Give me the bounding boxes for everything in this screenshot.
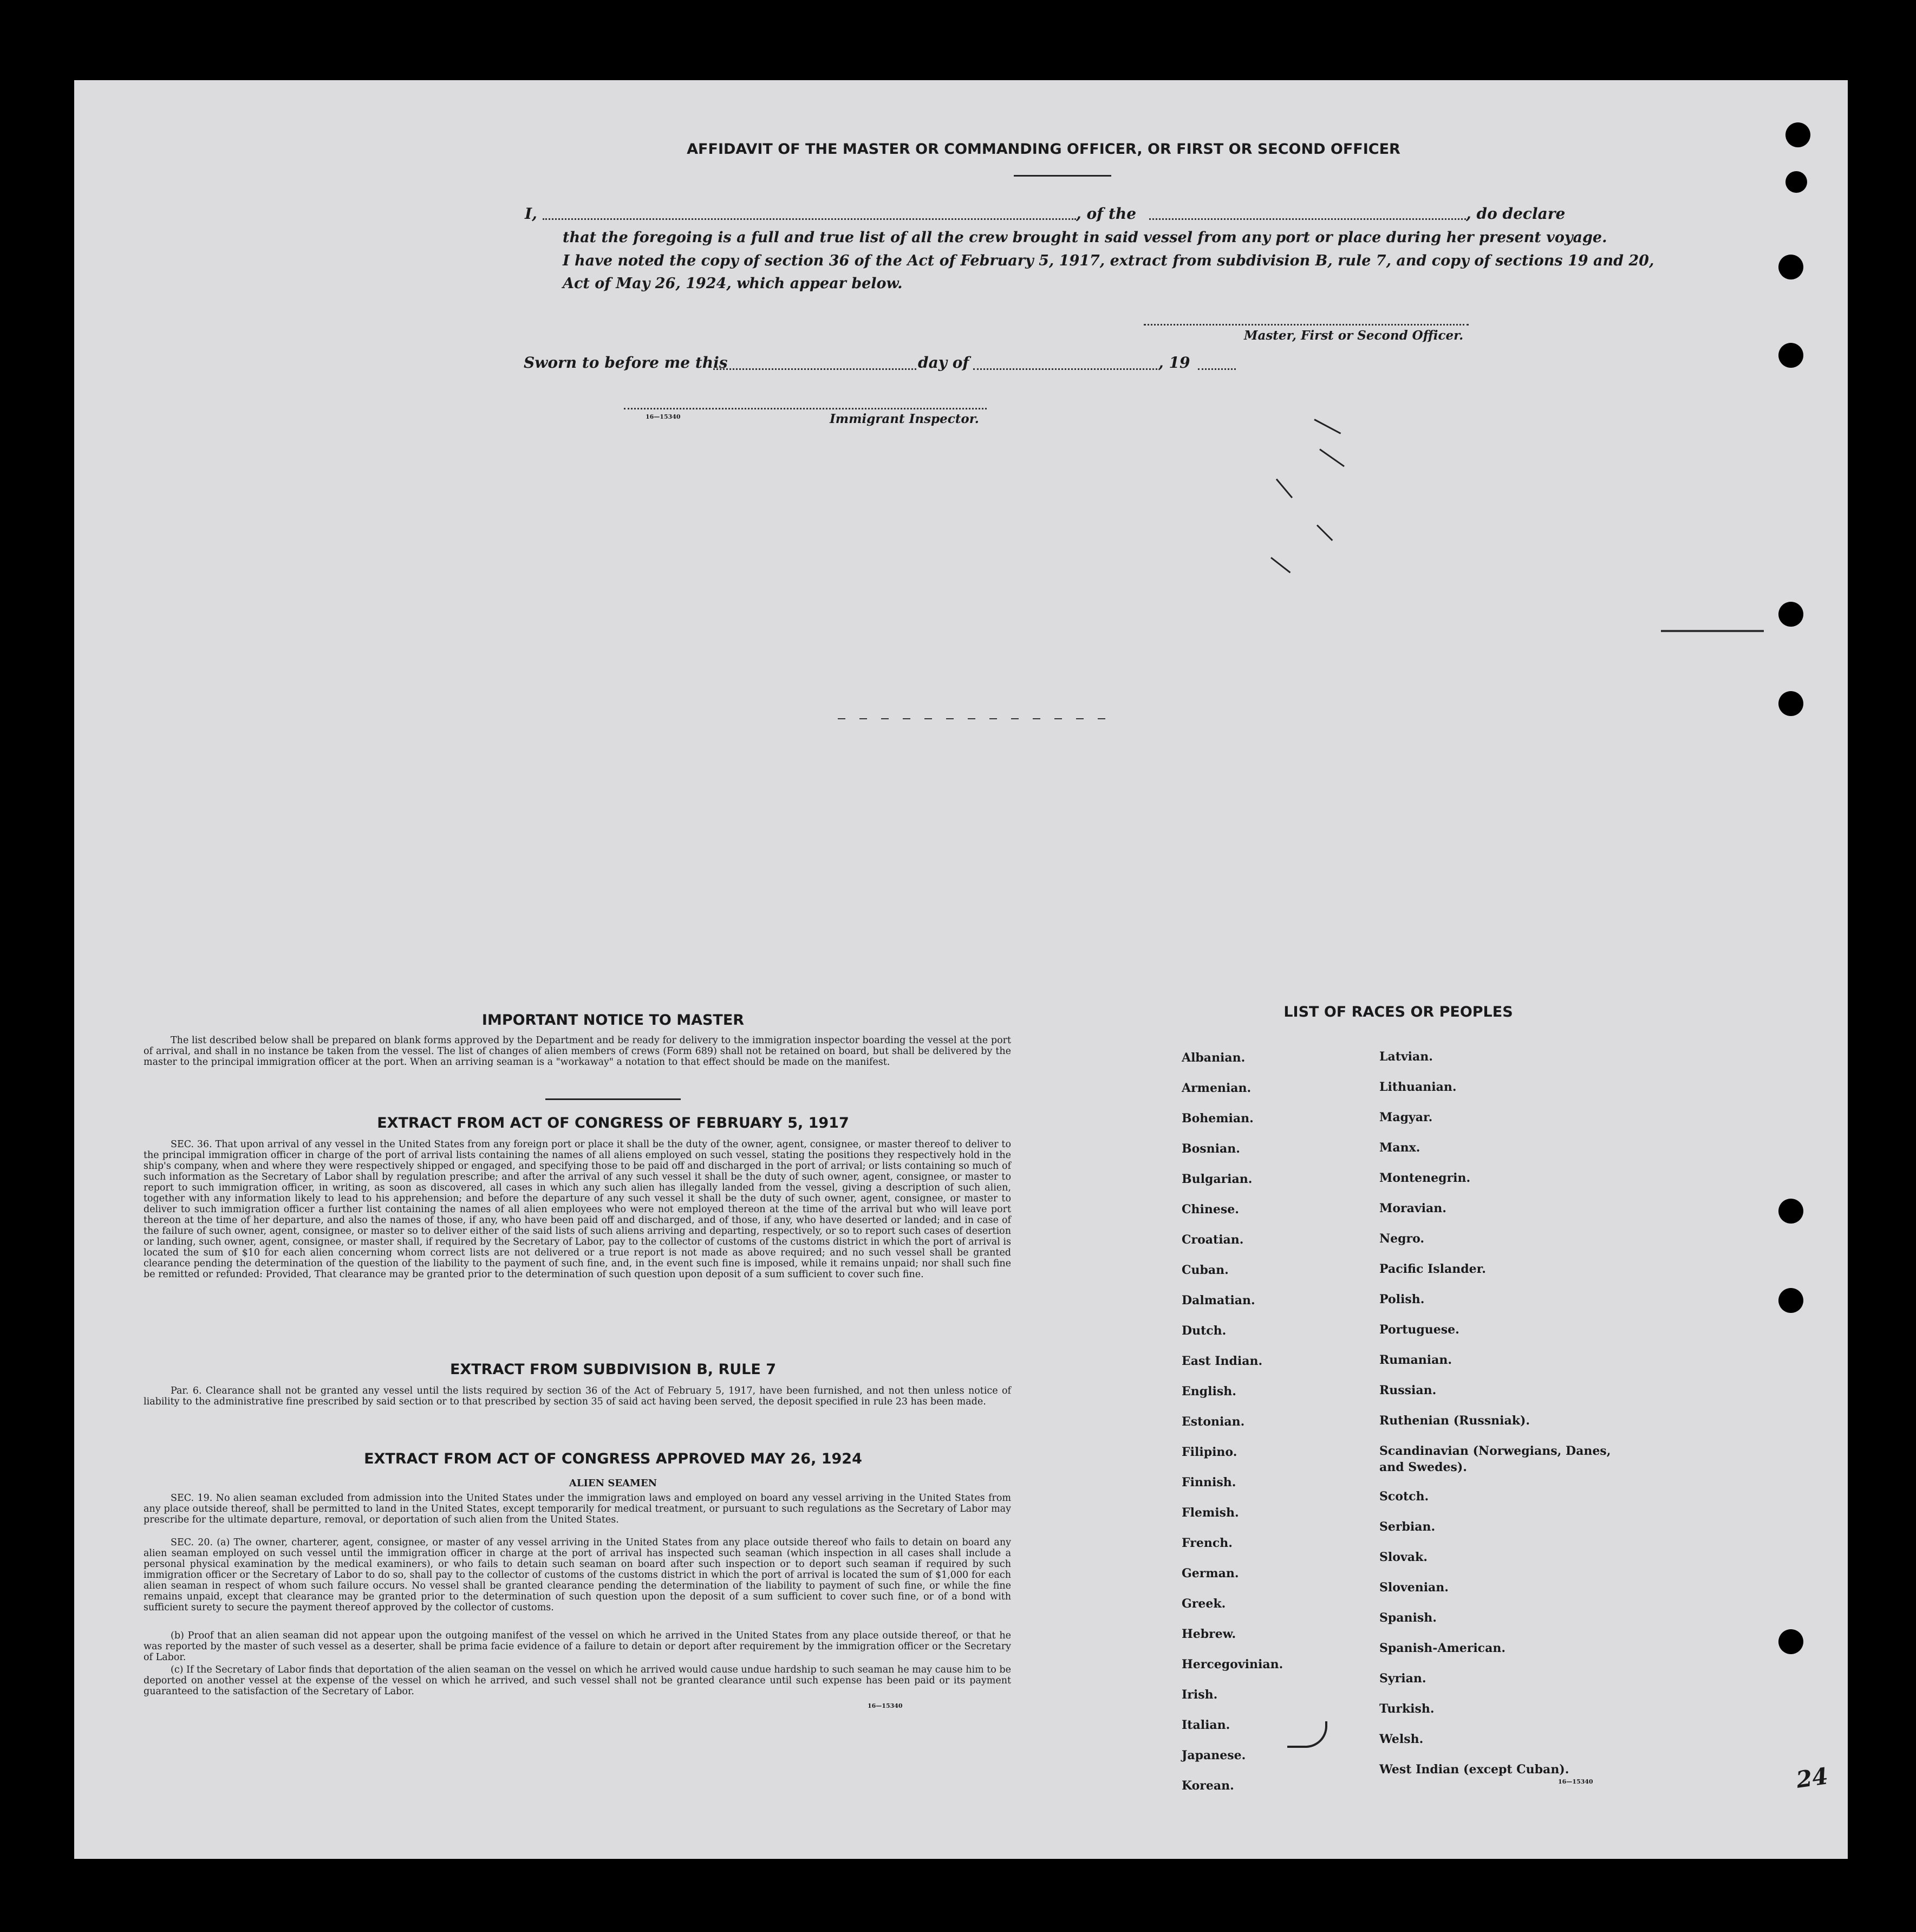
- pen-mark: [1319, 448, 1345, 467]
- race-item: Dalmatian.: [1182, 1293, 1255, 1307]
- punch-hole: [1778, 691, 1803, 716]
- pen-mark: [838, 718, 1114, 719]
- race-item: Bosnian.: [1182, 1142, 1240, 1156]
- inspector-signature-line: [624, 408, 987, 409]
- race-item: Chinese.: [1182, 1202, 1239, 1217]
- rule7-title: EXTRACT FROM SUBDIVISION B, RULE 7: [449, 1361, 777, 1378]
- extract-1917-text: SEC. 36. That upon arrival of any vessel in the United States from any foreign port or place it shall be the duty of the owner, agent, consignee, or master thereof to deliver to the principal immigration officer in charge of the port of arrival lists containing the names of all aliens employed on such vessel, stating the positions they respectively hold in the ship's company, when and where they were respectively shipped or engaged, and specifying those to be paid off and discharged in the port of arrival; or lists containing so much of such information as the Secretary of Labor shall by regulation prescribe; and after the arrival of any such vessel it shall be the duty of such owner, agent, consignee, or master to report to such immigration officer, in writing, as soon as discovered, all cases in which any such alien has illegally landed from the vessel, giving a description of such alien, together with any information likely to lead to his apprehension; and before the departure of any such vessel it shall be the duty of such owner, agent, consignee, or master to deliver to such immigration officer a further list containing the names of all alien employees who were not employed thereon at the time of the arrival but who will leave port thereon at the time of her departure, and also the names of those, if any, who have been paid off and discharged, and of those, if any, who have deserted or landed; and in case of the failure of such owner, agent, consignee, or master so to deliver either of the said lists of such aliens arriving and departing, respectively, or so to report such cases of desertion or landing, such owner, agent, consignee, or master shall, if required by the Secretary of Labor, pay to the collector of customs of the customs district in which the port of arrival is located the sum of $10 for each alien concerning whom correct lists are not delivered or a true report is not made as above required; and no such vessel shall be granted clearance pending the determination of the question of the liability to the payment of such fine, and, in the event such fine is imposed, while it remains unpaid; nor shall such fine be remitted or refunded: Provided, That clearance may be granted prior to the determination of such question upon deposit of a sum sufficient to cover such fine.: [144, 1139, 1011, 1280]
- sec20a-text: SEC. 20. (a) The owner, charterer, agent, consignee, or master of any vessel arriving in the United States from any place outside thereof who fails to detain on board any alien seaman employed on such vessel until the immigration officer in charge at the port of arrival has inspected such seaman (which inspection in all cases shall include a personal physical examination by the medical examiners), or who fails to detain such seaman on board after such inspection or to deport such seaman if required by such immigration officer or the Secretary of Labor to do so, shall pay to the collector of customs of the customs district in which the port of arrival is located the sum of $1,000 for each alien seaman in respect of whom such failure occurs. No vessel shall be granted clearance pending the determination of the liability to payment of such fine, or while the fine remains unpaid, except that clearance may be granted prior to the determination of such question upon the deposit of a sum sufficient to cover such fine, or of a bond with sufficient surety to secure the payment thereof approved by the collector of customs.: [144, 1537, 1011, 1613]
- affidavit-line-2: that the foregoing is a full and true list of all the crew brought in said vessel from any port or place during her present voyage.: [563, 229, 1607, 246]
- punch-hole: [1785, 122, 1810, 147]
- sworn-year-blank: [1198, 368, 1236, 370]
- pen-mark: [1661, 630, 1764, 632]
- sworn-dayof: day of: [918, 354, 969, 372]
- notice-divider: [545, 1098, 681, 1100]
- extract-1924-subtitle: ALIEN SEAMEN: [569, 1478, 657, 1489]
- punch-hole: [1778, 255, 1803, 279]
- signature-line: [1144, 324, 1469, 326]
- affidavit-line-3: I have noted the copy of section 36 of the Act of February 5, 1917, extract from subdivision B, rule 7, and copy of sections 19 and 20,: [563, 252, 1654, 269]
- race-item: Latvian.: [1379, 1050, 1433, 1064]
- sworn-month-blank: [973, 368, 1157, 370]
- race-item: Finnish.: [1182, 1475, 1236, 1489]
- race-item: Cuban.: [1182, 1263, 1229, 1277]
- race-item: Dutch.: [1182, 1324, 1227, 1338]
- declare-text: , do declare: [1466, 205, 1566, 223]
- form-number-extract: 16—15340: [868, 1702, 903, 1709]
- punch-hole: [1778, 1288, 1803, 1313]
- race-item: Slovak.: [1379, 1550, 1428, 1564]
- races-column-1: [1182, 1050, 1382, 1808]
- race-item: Turkish.: [1379, 1702, 1435, 1716]
- pen-mark: [1276, 479, 1293, 498]
- vessel-name-blank: [1149, 218, 1466, 220]
- race-item: Manx.: [1379, 1141, 1420, 1155]
- race-item: Moravian.: [1379, 1201, 1446, 1215]
- race-item: Spanish-American.: [1379, 1641, 1506, 1655]
- pen-mark: [1270, 557, 1291, 573]
- race-item: English.: [1182, 1384, 1236, 1398]
- race-item: Serbian.: [1379, 1520, 1436, 1534]
- race-item: Greek.: [1182, 1597, 1226, 1611]
- extract-1917-title: EXTRACT FROM ACT OF CONGRESS OF FEBRUARY 5, 1917: [377, 1115, 849, 1131]
- document-page: [74, 80, 1848, 1859]
- race-item: Scandinavian (Norwegians, Danes, and Swedes).: [1379, 1444, 1611, 1474]
- race-item: German.: [1182, 1566, 1239, 1580]
- race-item: Bulgarian.: [1182, 1172, 1253, 1186]
- race-item: Korean.: [1182, 1779, 1234, 1793]
- race-item: Croatian.: [1182, 1233, 1244, 1247]
- race-item: Spanish.: [1379, 1611, 1437, 1625]
- punch-hole: [1785, 171, 1807, 193]
- races-column-2: [1379, 1049, 1618, 1792]
- race-item: Bohemian.: [1182, 1111, 1254, 1126]
- race-item: Italian.: [1182, 1718, 1230, 1732]
- race-item: Russian.: [1379, 1383, 1437, 1397]
- race-item: West Indian (except Cuban).: [1379, 1762, 1569, 1777]
- race-item: Ruthenian (Russniak).: [1379, 1414, 1530, 1428]
- race-item: Filipino.: [1182, 1445, 1237, 1459]
- race-item: Scotch.: [1379, 1489, 1429, 1504]
- race-item: Slovenian.: [1379, 1580, 1449, 1595]
- punch-hole: [1778, 1199, 1803, 1224]
- notice-text: The list described below shall be prepared on blank forms approved by the Department and be ready for delivery to the immigration inspector boarding the vessel at the port of arrival, and shall in no instance be taken from the vessel. The list of changes of alien members of crews (Form 689) shall not be retained on board, but shall be delivered by the master to the principal immigration officer at the port. When an arriving seaman is a "workaway" a notation to that effect should be made on the manifest.: [144, 1035, 1011, 1068]
- sec20b-text: (b) Proof that an alien seaman did not appear upon the outgoing manifest of the vessel on which he arrived in the United States from any place outside thereof, or that he was reported by the master of such vessel as a deserter, shall be prima facie evidence of a failure to detain or deport after requirement by the immigration officer or the Secretary of Labor.: [144, 1630, 1011, 1663]
- vessel-prefix: , of the: [1076, 205, 1137, 223]
- sworn-prefix: Sworn to before me this: [524, 354, 728, 372]
- sec20c-text: (c) If the Secretary of Labor finds that deportation of the alien seaman on the vessel on which he arrived would cause undue hardship to such seaman he may cause him to be deported on another vessel at the expense of the vessel on which he arrived, and such vessel shall not be granted clearance until such expense has been paid or its payment guaranteed to the satisfaction of the Secretary of Labor.: [144, 1664, 1011, 1697]
- race-item: Armenian.: [1182, 1081, 1252, 1095]
- race-item: Pacific Islander.: [1379, 1262, 1486, 1276]
- signature-label: Master, First or Second Officer.: [1244, 328, 1464, 343]
- punch-hole: [1778, 343, 1803, 368]
- notice-title: IMPORTANT NOTICE TO MASTER: [481, 1012, 745, 1029]
- race-item: Welsh.: [1379, 1732, 1424, 1746]
- declarant-name-blank: [543, 218, 1076, 220]
- race-item: Rumanian.: [1379, 1353, 1452, 1367]
- race-item: Flemish.: [1182, 1506, 1239, 1520]
- sworn-year: , 19: [1158, 354, 1190, 372]
- race-item: Albanian.: [1182, 1051, 1246, 1065]
- race-item: East Indian.: [1182, 1354, 1263, 1368]
- punch-hole: [1778, 602, 1803, 627]
- rule7-text: Par. 6. Clearance shall not be granted any vessel until the lists required by section 36 of the Act of February 5, 1917, have been furnished, and not then unless notice of liability to the administrative fine prescribed by said section or to that prescribed by section 35 of said act having been served, the deposit specified in rule 23 has been made.: [144, 1385, 1011, 1407]
- race-item: French.: [1182, 1536, 1233, 1550]
- affidavit-title: AFFIDAVIT OF THE MASTER OR COMMANDING OFFICER, OR FIRST OR SECOND OFFICER: [687, 141, 1400, 158]
- race-item: Negro.: [1379, 1232, 1425, 1246]
- race-item: Hebrew.: [1182, 1627, 1236, 1641]
- extract-1924-title: EXTRACT FROM ACT OF CONGRESS APPROVED MAY 26, 1924: [364, 1450, 862, 1467]
- race-item: Magyar.: [1379, 1110, 1433, 1124]
- form-number-top: 16—15340: [646, 413, 681, 420]
- affidavit-line-4: Act of May 26, 1924, which appear below.: [563, 275, 903, 292]
- race-item: Portuguese.: [1379, 1323, 1459, 1337]
- page-number: 24: [1794, 1762, 1830, 1793]
- inspector-label: Immigrant Inspector.: [830, 412, 979, 426]
- races-title: LIST OF RACES OR PEOPLES: [1283, 1004, 1513, 1020]
- race-item: Polish.: [1379, 1292, 1425, 1306]
- pen-mark: [1317, 524, 1333, 541]
- race-item: Syrian.: [1379, 1671, 1426, 1686]
- sworn-day-blank: [713, 368, 916, 370]
- punch-hole: [1778, 1629, 1803, 1654]
- title-underline: [1014, 175, 1111, 177]
- sec19-text: SEC. 19. No alien seaman excluded from admission into the United States under the immigration laws and employed on board any vessel arriving in the United States from any place outside thereof, shall be permitted to land in the United States, except temporarily for medical treatment, or pursuant to such regulations as the Secretary of Labor may prescribe for the ultimate departure, removal, or deportation of such alien from the United States.: [144, 1493, 1011, 1525]
- race-item: Japanese.: [1182, 1748, 1246, 1762]
- form-number-races: 16—15340: [1558, 1778, 1593, 1785]
- race-item: Lithuanian.: [1379, 1080, 1457, 1094]
- declarant-prefix: I,: [525, 205, 537, 223]
- race-item: Montenegrin.: [1379, 1171, 1471, 1185]
- pen-mark: [1314, 419, 1341, 434]
- race-item: Irish.: [1182, 1688, 1218, 1702]
- race-item: Hercegovinian.: [1182, 1657, 1283, 1671]
- race-item: Estonian.: [1182, 1415, 1245, 1429]
